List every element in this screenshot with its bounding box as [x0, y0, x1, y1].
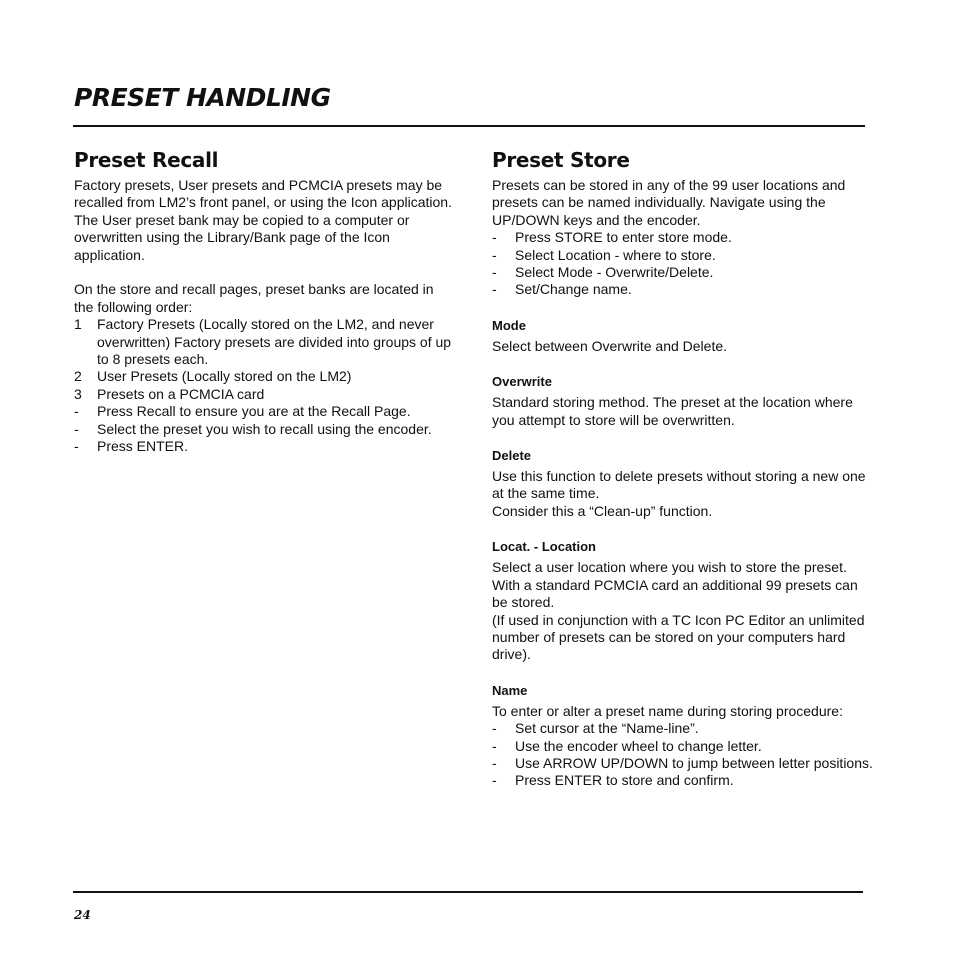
list-item	[492, 264, 877, 281]
preset-order-intro: On the store and recall pages, preset banks are located in the following order:	[74, 281, 434, 315]
location-heading: Locat. - Location	[492, 539, 596, 555]
list-item	[492, 229, 877, 246]
preset-recall-section	[74, 147, 454, 455]
name-subsection	[492, 682, 877, 790]
store-steps-list	[492, 229, 877, 299]
item-number: 2	[74, 368, 82, 385]
item-text: User Presets (Locally stored on the LM2)	[97, 368, 352, 385]
location-text: Select a user location where you wish to store the preset. With a standard PCMCIA card an additional 99 presets can be stored.	[492, 559, 858, 611]
preset-store-heading: Preset Store	[492, 148, 630, 172]
list-item	[492, 755, 877, 772]
delete-text: Use this function to delete presets without storing a new one at the same time.	[492, 468, 866, 502]
list-item	[74, 438, 454, 455]
preset-recall-heading: Preset Recall	[74, 148, 219, 172]
mode-heading: Mode	[492, 317, 526, 333]
dash-bullet: -	[492, 264, 497, 281]
item-number: 1	[74, 316, 82, 333]
numbered-item	[74, 386, 454, 403]
item-text: Factory Presets (Locally stored on the LM2, and never overwritten) Factory presets are divided into groups of up to 8 presets each.	[97, 316, 452, 368]
name-text: To enter or alter a preset name during storing procedure:	[492, 702, 843, 719]
dash-bullet: -	[492, 754, 497, 771]
item-number: 3	[74, 385, 82, 402]
dash-bullet: -	[74, 420, 79, 437]
dash-bullet: -	[492, 737, 497, 754]
location-note: (If used in conjunction with a TC Icon PC Editor an unlimited number of presets can be stored on your computers hard drive).	[492, 611, 865, 663]
preset-store-intro: Presets can be stored in any of the 99 user locations and presets can be named individually. Navigate using the UP/DOWN keys and the encoder.	[492, 177, 846, 228]
numbered-list	[74, 368, 454, 385]
delete-subsection	[492, 447, 877, 520]
page-number: 24	[74, 908, 91, 922]
list-item-text: Set cursor at the “Name-line”.	[515, 720, 699, 737]
overwrite-heading: Overwrite	[492, 374, 552, 390]
list-item-text: Press ENTER to store and confirm.	[515, 772, 734, 789]
recall-steps-list	[74, 403, 454, 455]
dash-bullet: -	[492, 281, 497, 298]
list-item-text: Press Recall to ensure you are at the Recall Page.	[97, 403, 411, 420]
location-subsection	[492, 538, 877, 663]
name-steps-list	[492, 720, 877, 790]
list-item-text: Use ARROW UP/DOWN to jump between letter positions.	[515, 754, 873, 771]
dash-bullet: -	[492, 772, 497, 789]
list-item	[492, 772, 877, 789]
dash-bullet: -	[74, 438, 79, 455]
list-item	[492, 247, 877, 264]
list-item	[74, 421, 454, 438]
footer-divider	[73, 891, 863, 893]
list-item-text: Select the preset you wish to recall using the encoder.	[97, 420, 432, 437]
dash-bullet: -	[74, 403, 79, 420]
preset-recall-intro: Factory presets, User presets and PCMCIA presets may be recalled from LM2’s front panel, or using the Icon application. The User preset bank may be copied to a computer or overwritten using the Library/Bank page of the Icon application.	[74, 177, 452, 263]
list-item	[492, 720, 877, 737]
list-item	[492, 738, 877, 755]
numbered-item	[74, 316, 454, 368]
dash-bullet: -	[492, 720, 497, 737]
list-item-text: Press ENTER.	[97, 438, 189, 455]
page-title: PRESET HANDLING	[74, 83, 331, 112]
mode-text: Select between Overwrite and Delete.	[492, 337, 728, 354]
list-item	[492, 281, 877, 298]
list-item-text: Press STORE to enter store mode.	[515, 229, 732, 246]
preset-store-section	[492, 147, 877, 790]
item-text: Presets on a PCMCIA card	[97, 385, 265, 402]
list-item	[74, 403, 454, 420]
mode-subsection	[492, 317, 877, 355]
list-item-text: Select Mode - Overwrite/Delete.	[515, 264, 714, 281]
delete-heading: Delete	[492, 448, 532, 464]
list-item-text: Select Location - where to store.	[515, 246, 716, 263]
list-item-text: Set/Change name.	[515, 281, 632, 298]
name-heading: Name	[492, 682, 528, 698]
delete-note: Consider this a “Clean-up” function.	[492, 502, 713, 519]
overwrite-text: Standard storing method. The preset at the location where you attempt to store will be overwritten.	[492, 394, 853, 428]
overwrite-subsection	[492, 373, 877, 429]
dash-bullet: -	[492, 246, 497, 263]
numbered-item	[74, 368, 454, 385]
numbered-list	[74, 316, 454, 368]
header-divider	[73, 125, 865, 127]
list-item-text: Use the encoder wheel to change letter.	[515, 737, 762, 754]
dash-bullet: -	[492, 229, 497, 246]
numbered-list	[74, 386, 454, 403]
